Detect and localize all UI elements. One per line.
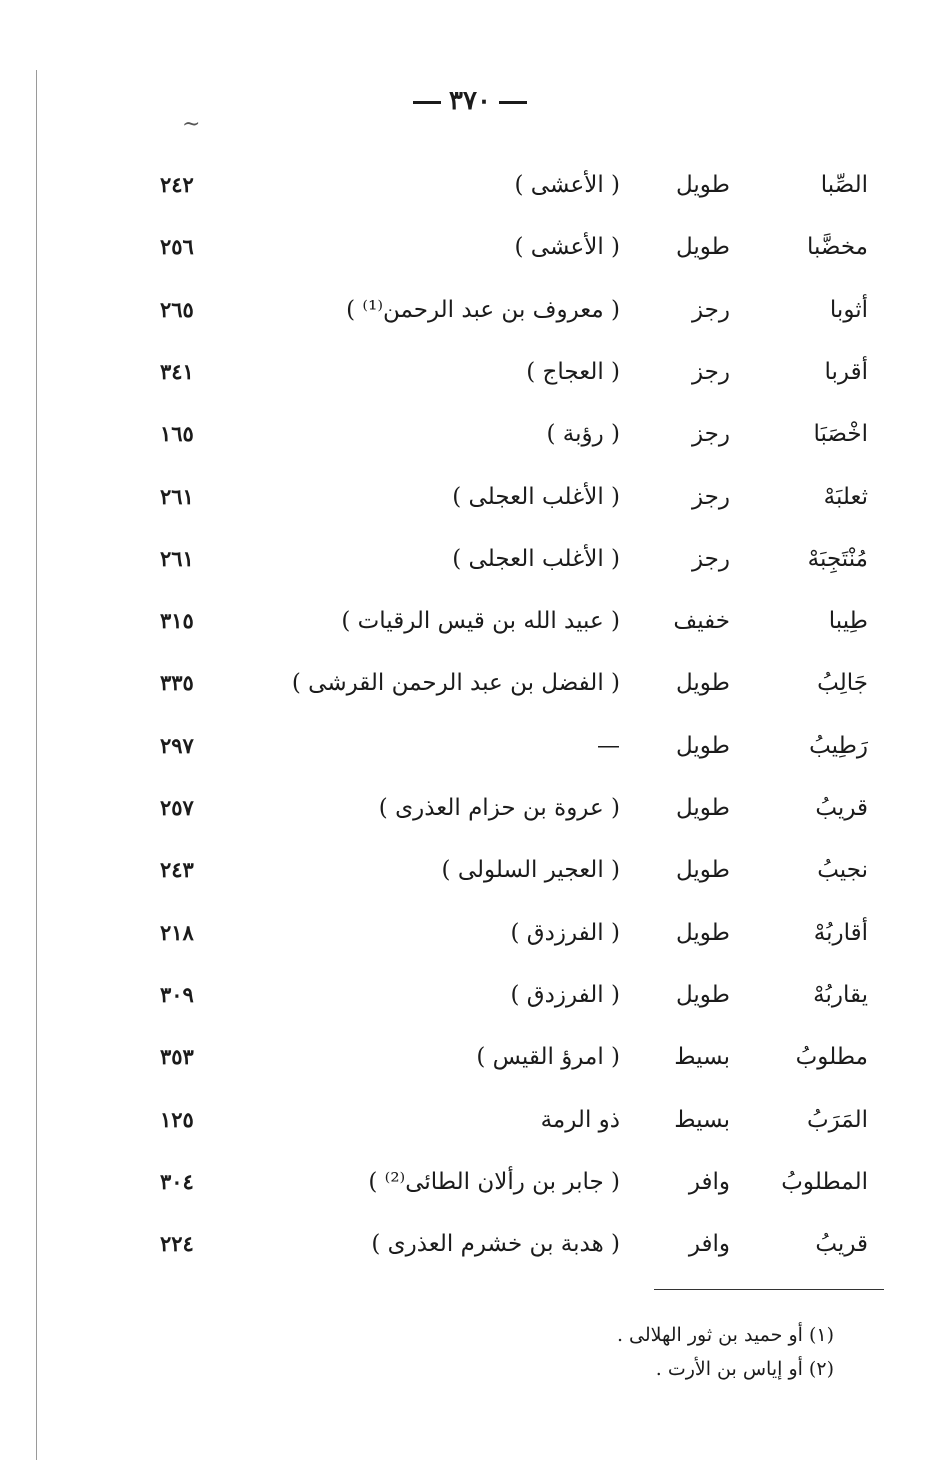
page-number (0, 86, 940, 116)
pagenum-cell: ٢٦١ (160, 484, 194, 509)
table-row (0, 359, 940, 419)
rhyme-cell: مطلوبُ (795, 1044, 868, 1070)
table-row (0, 733, 940, 793)
footnote-separator (654, 1289, 884, 1290)
meter-cell: بسيط (674, 1044, 730, 1070)
table-row (0, 1169, 940, 1229)
rhyme-cell: مُنْتَجِبَهْ (807, 546, 868, 572)
pagenum-cell: ٢٥٦ (160, 234, 194, 259)
poet-cell: ( معروف بن عبد الرحمن⁽¹⁾ ) (346, 297, 620, 323)
poet-cell: ( جابر بن رألان الطائى⁽²⁾ ) (368, 1169, 620, 1195)
meter-cell: رجز (691, 359, 730, 385)
rhyme-cell: الصِّبا (820, 172, 868, 198)
pagenum-cell: ٣٤١ (160, 359, 194, 384)
poet-cell: ( هدبة بن خشرم العذرى ) (371, 1231, 620, 1257)
pagenum-cell: ٢٦١ (160, 546, 194, 571)
poet-cell: ( رؤبة ) (546, 421, 620, 447)
poet-cell: ( عروة بن حزام العذرى ) (378, 795, 620, 821)
table-row (0, 421, 940, 481)
table-row (0, 484, 940, 544)
pagenum-cell: ٣٠٤ (160, 1169, 194, 1194)
rhyme-cell: المطلوبُ (781, 1169, 868, 1195)
pagenum-cell: ٢٥٧ (160, 795, 194, 820)
meter-cell: خفيف (673, 608, 730, 634)
meter-cell: طويل (675, 795, 730, 821)
pagenum-cell: ٣٠٩ (160, 982, 194, 1007)
table-row (0, 608, 940, 668)
rhyme-cell: قريبُ (815, 1231, 868, 1257)
poet-cell: ( الأعشى ) (514, 234, 620, 260)
meter-cell: وافر (688, 1169, 730, 1195)
meter-cell: وافر (688, 1231, 730, 1257)
poet-cell: ( امرؤ القيس ) (476, 1044, 620, 1070)
meter-cell: رجز (691, 297, 730, 323)
poet-cell: ( عبيد الله بن قيس الرقيات ) (341, 608, 620, 634)
rhyme-cell: أثوبا (829, 297, 868, 323)
table-row (0, 920, 940, 980)
poet-cell: — (597, 733, 620, 759)
pagenum-cell: ٢٩٧ (160, 733, 194, 758)
rhyme-cell: نجيبُ (817, 857, 868, 883)
rhyme-cell: رَطِيبُ (809, 733, 868, 759)
table-row (0, 234, 940, 294)
meter-cell: رجز (691, 546, 730, 572)
meter-cell: رجز (691, 484, 730, 510)
table-row (0, 172, 940, 232)
rhyme-cell: اخْصَبَا (813, 421, 868, 447)
table-row (0, 546, 940, 606)
rhyme-cell: يقاربُهْ (813, 982, 868, 1008)
table-row (0, 1231, 940, 1291)
pagenum-cell: ٢٢٤ (160, 1231, 194, 1256)
dash-left (413, 101, 441, 104)
rhyme-cell: مخضَّبا (806, 234, 868, 260)
poet-cell: ( الفضل بن عبد الرحمن القرشى ) (291, 670, 620, 696)
poet-cell: ( الفرزدق ) (510, 982, 620, 1008)
footnote-2: (٢) أو إياس بن الأرت . (655, 1358, 834, 1380)
poet-cell: ذو الرمة (540, 1107, 620, 1133)
pagenum-cell: ٢٤٣ (160, 857, 194, 882)
rhyme-cell: قريبُ (815, 795, 868, 821)
rhyme-cell: أقربا (824, 359, 868, 385)
footnotes (617, 1318, 834, 1386)
poet-cell: ( الأغلب العجلى ) (452, 484, 620, 510)
pagenum-cell: ١٢٥ (160, 1107, 194, 1132)
poet-cell: ( الأغلب العجلى ) (452, 546, 620, 572)
pagenum-cell: ٣٣٥ (160, 670, 194, 695)
poet-cell: ( العجير السلولى ) (441, 857, 620, 883)
poet-cell: ( الفرزدق ) (510, 920, 620, 946)
table-row (0, 1107, 940, 1167)
meter-cell: طويل (675, 982, 730, 1008)
meter-cell: طويل (675, 920, 730, 946)
footnote-1: (١) أو حميد بن ثور الهلالى . (616, 1324, 834, 1346)
rhyme-cell: أقاربُهْ (813, 920, 868, 946)
pagenum-cell: ٢٦٥ (160, 297, 194, 322)
meter-cell: طويل (675, 670, 730, 696)
pagenum-cell: ٢٤٢ (160, 172, 194, 197)
rhyme-cell: طِيبا (828, 608, 868, 634)
pagenum-cell: ٣١٥ (160, 608, 194, 633)
table-row (0, 670, 940, 730)
meter-cell: طويل (675, 857, 730, 883)
page-number-text: ٣٧٠ (449, 86, 491, 116)
dash-right (499, 101, 527, 104)
meter-cell: رجز (691, 421, 730, 447)
table-row (0, 297, 940, 357)
poet-cell: ( الأعشى ) (514, 172, 620, 198)
meter-cell: بسيط (674, 1107, 730, 1133)
table-row (0, 982, 940, 1042)
table-row (0, 1044, 940, 1104)
table-row (0, 857, 940, 917)
pagenum-cell: ٣٥٣ (160, 1044, 194, 1069)
rhyme-cell: ثعلبَهْ (823, 484, 868, 510)
table-row (0, 795, 940, 855)
corner-mark: ~ (182, 112, 201, 137)
pagenum-cell: ٢١٨ (160, 920, 194, 945)
rhyme-cell: جَالِبُ (817, 670, 868, 696)
pagenum-cell: ١٦٥ (160, 421, 194, 446)
poet-cell: ( العجاج ) (526, 359, 620, 385)
meter-cell: طويل (675, 234, 730, 260)
meter-cell: طويل (675, 172, 730, 198)
meter-cell: طويل (675, 733, 730, 759)
rhyme-cell: المَرَبُ (806, 1107, 868, 1133)
